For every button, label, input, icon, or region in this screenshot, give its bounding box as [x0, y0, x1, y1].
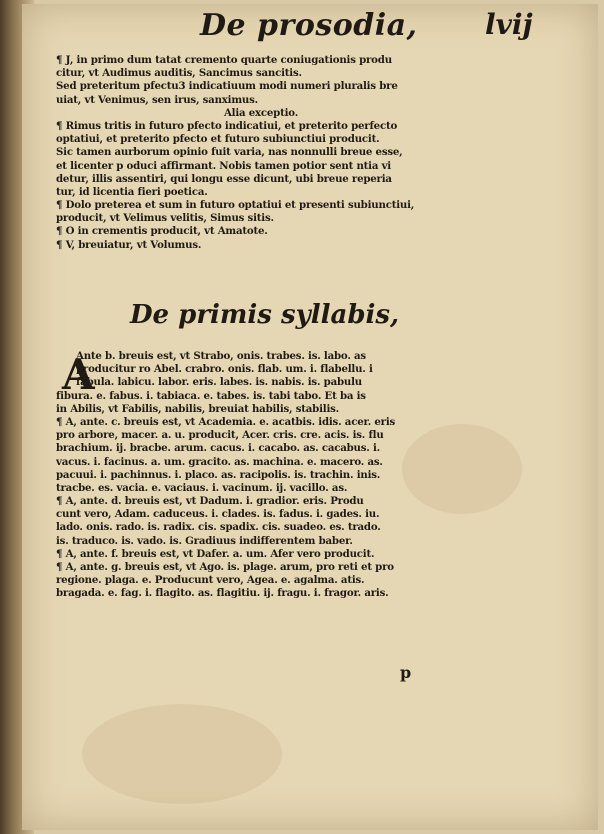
text-line: uiat, vt Venimus, sen irus, sanximus. [56, 93, 258, 106]
text-line: ¶ Dolo preterea et sum in futuro optatiui et presenti subiunctiui, [56, 199, 415, 212]
text-line: producitur ro Abel. crabro. onis. flab. um. i. flabellu. i [76, 363, 373, 376]
text-line: bragada. e. fag. i. flagito. as. flagitiu. ij. fragu. i. fragor. aris. [56, 587, 389, 600]
text-line: in Abilis, vt Fabilis, nabilis, breuiat habilis, stabilis. [56, 402, 340, 415]
text-line: tur, id licentia fieri poetica. [56, 185, 208, 198]
text-line: et licenter p oduci affirmant. Nobis tamen potior sent ntia vi [56, 159, 391, 172]
text-line: brachium. ij. bracbe. arum. cacus. i. cacabo. as. cacabus. i. [56, 442, 381, 455]
text-line: Sic tamen aurborum opinio fuit varia, nas nonnulli breue esse, [56, 146, 403, 159]
drop-capital: A [62, 350, 95, 399]
text-line: producit, vt Velimus velitis, Simus sitis. [56, 212, 274, 225]
text-block-prosody [56, 54, 466, 252]
text-line: pro arbore, macer. a. u. producit, Acer. cris. cre. acis. is. flu [56, 429, 384, 442]
text-line: ¶ Rimus tritis in futuro pfecto indicatiui, et preterito perfecto [56, 119, 398, 132]
text-line: lado. onis. rado. is. radix. cis. spadix. cis. suadeo. es. trado. [56, 521, 381, 534]
text-line: regione. plaga. e. Producunt vero, Agea. e. agalma. atis. [56, 574, 365, 587]
text-line: ¶ O in crementis producit, vt Amatote. [56, 225, 268, 238]
folio-number: lvij [485, 8, 533, 41]
signature-mark: p [400, 663, 412, 682]
text-line: Sed preteritum pfectu3 indicatiuum modi numeri pluralis bre [56, 80, 398, 93]
text-line: ¶ J, in primo dum tatat cremento quarte coniugationis produ [56, 54, 392, 66]
text-line: vacus. i. facinus. a. um. gracito. as. machina. e. macero. as. [56, 455, 383, 468]
text-line: is. traduco. is. vado. is. Gradiuus indifferentem baber. [56, 534, 353, 547]
text-line: fabula. labicu. labor. eris. labes. is. nabis. is. pabulu [76, 376, 362, 389]
text-line: tracbe. es. vacia. e. vaciaus. i. vacinum. ij. vacillo. as. [56, 481, 348, 494]
text-line: citur, vt Audimus auditis, Sancimus sancitis. [56, 67, 302, 80]
running-title: De prosodia, [200, 8, 418, 43]
text-line: cunt vero, Adam. caduceus. i. clades. is. fadus. i. gades. iu. [56, 508, 380, 521]
text-line: ¶ A, ante. g. breuis est, vt Ago. is. plage. arum, pro reti et pro [56, 561, 394, 573]
text-line: optatiui, et preterito pfecto et futuro subiunctiui producit. [56, 133, 380, 146]
exception-heading: Alia exceptio. [223, 106, 299, 119]
text-line: ¶ V, breuiatur, vt Volumus. [56, 238, 202, 251]
text-line: fibura. e. fabus. i. tabiaca. e. tabes. is. tabi tabo. Et ba is [56, 389, 366, 402]
section-heading: De primis syllabis, [130, 300, 400, 330]
text-block-first-syllables [56, 350, 468, 601]
paper-stain [82, 704, 282, 804]
text-line: ¶ A, ante. d. breuis est, vt Dadum. i. gradior. eris. Produ [56, 495, 364, 508]
text-line: pacuui. i. pachinnus. i. placo. as. racipolis. is. trachin. inis. [56, 468, 381, 481]
text-line: detur, illis assentiri, qui longu esse dicunt, ubi breue reperia [56, 172, 392, 185]
text-line: ¶ A, ante. c. breuis est, vt Academia. e. acatbis. idis. acer. eris [56, 415, 396, 428]
text-line: ¶ A, ante. f. breuis est, vt Dafer. a. um. Afer vero producit. [56, 547, 375, 560]
text-line: Ante b. breuis est, vt Strabo, onis. trabes. is. labo. as [76, 350, 366, 362]
